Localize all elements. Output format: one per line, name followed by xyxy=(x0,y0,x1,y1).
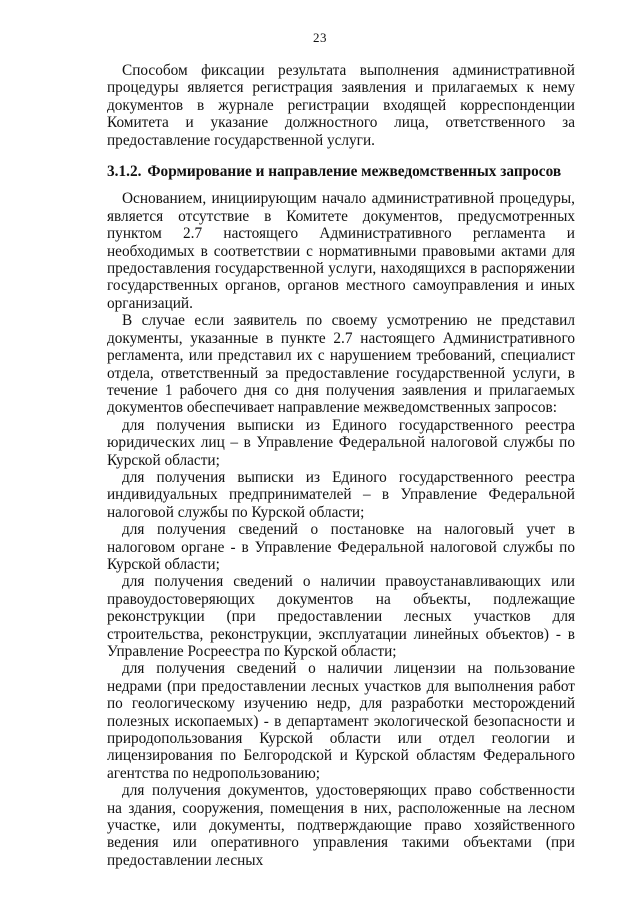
page-number: 23 xyxy=(313,30,327,45)
paragraph: Основанием, инициирующим начало административной процедуры, является отсутствие в Комитете документов, предусмотренных пунктом 2.7 настоящего Административного регламента и необходимых в соответствии с нормативными правовыми актами для предоставления государственной услуги, находящихся в распоряжении государственных органов, органов местного самоуправления и иных организаций. xyxy=(107,190,575,312)
paragraph: В случае если заявитель по своему усмотрению не представил документы, указанные в пункте 2.7 настоящего Административного регламента, или представил их с нарушением требований, специалист отдела, ответственный за предоставление государственной услуги, в течение 1 рабочего дня со дня получения заявления и прилагаемых документов обеспечивает направление межведомственных запросов: xyxy=(107,312,575,417)
list-item: для получения выписки из Единого государственного реестра юридических лиц – в Управление Федеральной налоговой службы по Курской области; xyxy=(107,416,575,469)
list-item: для получения сведений о постановке на налоговый учет в налоговом органе - в Управление Федеральной налоговой службы по Курской области; xyxy=(107,521,575,573)
list-item: для получения сведений о наличии правоустанавливающих или правоудостоверяющих документов на объекты, подлежащие реконструкции (при предоставлении лесных участков для строительства, реконструкции, эксплуатации линейных объектов) - в Управление Росреестра по Курской области; xyxy=(107,573,575,660)
section-number: 3.1.2. xyxy=(107,163,142,181)
section-heading xyxy=(107,163,575,180)
list-item: для получения сведений о наличии лицензии на пользование недрами (при предоставлении лесных участков для выполнения работ по геологическому изучению недр, для разработки месторождений полезных ископаемых) - в департамент экологической безопасности и природопользования Курской области или отдел геологии и лицензирования по Белгородской и Курской областям Федерального агентства по недропользованию; xyxy=(107,660,575,782)
page-content xyxy=(107,62,575,869)
intro-paragraph: Способом фиксации результата выполнения административной процедуры является регистрация заявления и прилагаемых к нему документов в журнале регистрации входящей корреспонденции Комитета и указание должностного лица, ответственного за предоставление государственной услуги. xyxy=(107,62,575,149)
section-title: Формирование и направление межведомственных запросов xyxy=(147,163,562,181)
list-item: для получения документов, удостоверяющих право собственности на здания, сооружения, помещения в них, расположенные на лесном участке, или документы, подтверждающие право хозяйственного ведения или оперативного управления такими объектами (при предоставлении лесных xyxy=(107,782,575,869)
list-item: для получения выписки из Единого государственного реестра индивидуальных предпринимателей – в Управление Федеральной налоговой службы по Курской области; xyxy=(107,468,575,521)
